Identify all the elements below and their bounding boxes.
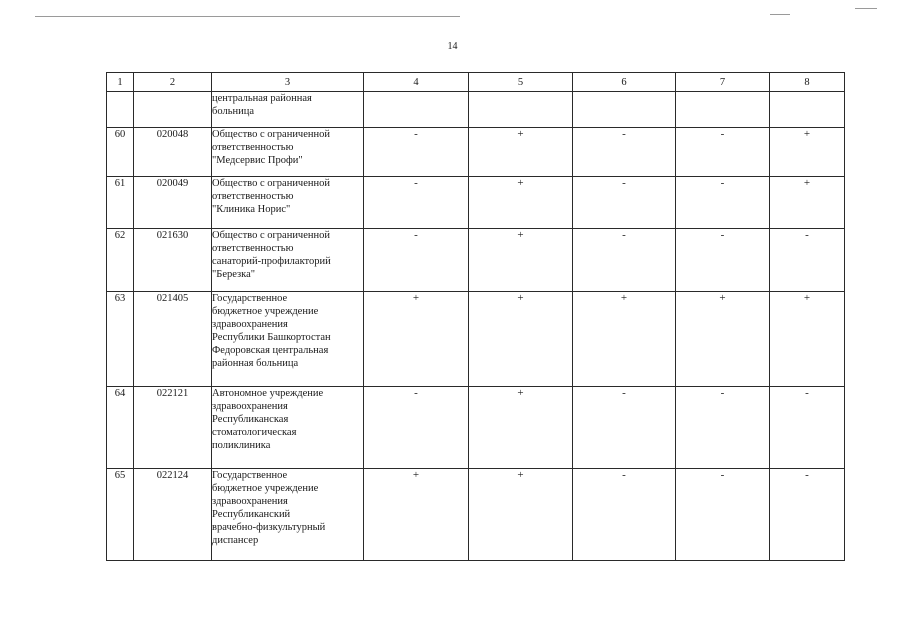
- name-line: Федоровская центральная: [212, 345, 329, 356]
- mark-cell: -: [676, 177, 770, 229]
- header-cell: 7: [676, 73, 770, 92]
- header-row: [107, 73, 845, 92]
- name-line: врачебно-физкультурный: [212, 522, 326, 533]
- mark-cell: -: [770, 229, 845, 292]
- name-line: больница: [212, 106, 254, 117]
- mark-cell: -: [573, 229, 676, 292]
- mark-cell: [770, 92, 845, 128]
- row-number-cell: 63: [107, 292, 134, 387]
- name-line: бюджетное учреждение: [212, 483, 319, 494]
- organization-name-cell: [212, 469, 364, 561]
- name-line: Республиканская: [212, 414, 289, 425]
- mark-cell: -: [573, 128, 676, 177]
- organization-name-cell: [212, 292, 364, 387]
- name-line: районная больница: [212, 358, 299, 369]
- row-number-cell: 60: [107, 128, 134, 177]
- mark-cell: -: [676, 128, 770, 177]
- code-cell: 020048: [134, 128, 212, 177]
- name-line: Автономное учреждение: [212, 388, 324, 399]
- code-cell: 021405: [134, 292, 212, 387]
- mark-cell: +: [469, 177, 573, 229]
- name-line: Общество с ограниченной: [212, 230, 330, 241]
- mark-cell: -: [364, 177, 469, 229]
- mark-cell: +: [573, 292, 676, 387]
- name-line: ответственностью: [212, 142, 294, 153]
- mark-cell: +: [364, 469, 469, 561]
- scan-artifact-line: [770, 14, 790, 15]
- header-cell: 4: [364, 73, 469, 92]
- mark-cell: -: [770, 469, 845, 561]
- organization-name-cell: [212, 128, 364, 177]
- mark-cell: [573, 92, 676, 128]
- table-row: [107, 177, 845, 229]
- code-cell: 022124: [134, 469, 212, 561]
- row-number-cell: 62: [107, 229, 134, 292]
- table-row: [107, 292, 845, 387]
- name-line: Общество с ограниченной: [212, 129, 330, 140]
- name-line: санаторий-профилакторий: [212, 256, 331, 267]
- mark-cell: -: [364, 128, 469, 177]
- mark-cell: +: [469, 387, 573, 469]
- code-cell: [134, 92, 212, 128]
- name-line: здравоохранения: [212, 496, 288, 507]
- code-cell: 021630: [134, 229, 212, 292]
- page-number: 14: [447, 41, 458, 52]
- num-cell: [107, 92, 134, 128]
- mark-cell: -: [573, 387, 676, 469]
- header-cell: 3: [212, 73, 364, 92]
- mark-cell: -: [364, 229, 469, 292]
- table-row: [107, 387, 845, 469]
- table-row: [107, 128, 845, 177]
- mark-cell: +: [676, 292, 770, 387]
- row-number-cell: 64: [107, 387, 134, 469]
- mark-cell: -: [573, 469, 676, 561]
- header-cell: 5: [469, 73, 573, 92]
- name-line: "Медсервис Профи": [212, 155, 303, 166]
- name-line: здравоохранения: [212, 319, 288, 330]
- mark-cell: +: [469, 229, 573, 292]
- code-cell: 020049: [134, 177, 212, 229]
- name-line: поликлиника: [212, 440, 271, 451]
- name-line: "Клиника Норис": [212, 204, 291, 215]
- scan-artifact-line: [35, 16, 460, 17]
- name-line: ответственностью: [212, 243, 294, 254]
- name-cell: [212, 92, 364, 128]
- row-number-cell: 65: [107, 469, 134, 561]
- mark-cell: +: [364, 292, 469, 387]
- mark-cell: -: [676, 229, 770, 292]
- mark-cell: +: [770, 128, 845, 177]
- name-line: бюджетное учреждение: [212, 306, 319, 317]
- mark-cell: +: [770, 177, 845, 229]
- mark-cell: -: [676, 469, 770, 561]
- name-line: центральная районная: [212, 93, 312, 104]
- name-line: Государственное: [212, 293, 288, 304]
- mark-cell: -: [573, 177, 676, 229]
- mark-cell: +: [469, 469, 573, 561]
- name-line: "Березка": [212, 269, 256, 280]
- mark-cell: +: [770, 292, 845, 387]
- name-line: Республики Башкортостан: [212, 332, 331, 343]
- scan-artifact-line: [855, 8, 877, 9]
- mark-cell: [676, 92, 770, 128]
- header-cell: 1: [107, 73, 134, 92]
- name-line: диспансер: [212, 535, 259, 546]
- row-number-cell: 61: [107, 177, 134, 229]
- organization-name-cell: [212, 177, 364, 229]
- name-line: стоматологическая: [212, 427, 297, 438]
- mark-cell: -: [364, 387, 469, 469]
- name-line: Государственное: [212, 470, 288, 481]
- mark-cell: +: [469, 292, 573, 387]
- organization-name-cell: [212, 229, 364, 292]
- code-cell: 022121: [134, 387, 212, 469]
- mark-cell: +: [469, 128, 573, 177]
- mark-cell: -: [676, 387, 770, 469]
- header-cell: 8: [770, 73, 845, 92]
- name-line: ответственностью: [212, 191, 294, 202]
- mark-cell: [364, 92, 469, 128]
- name-line: Республиканский: [212, 509, 291, 520]
- organization-name-cell: [212, 387, 364, 469]
- continued-row: [107, 92, 845, 128]
- mark-cell: -: [770, 387, 845, 469]
- table-row: [107, 229, 845, 292]
- mark-cell: [469, 92, 573, 128]
- registry-table: [106, 72, 845, 561]
- header-cell: 2: [134, 73, 212, 92]
- header-cell: 6: [573, 73, 676, 92]
- name-line: здравоохранения: [212, 401, 288, 412]
- table-row: [107, 469, 845, 561]
- table-body: [107, 92, 845, 561]
- name-line: Общество с ограниченной: [212, 178, 330, 189]
